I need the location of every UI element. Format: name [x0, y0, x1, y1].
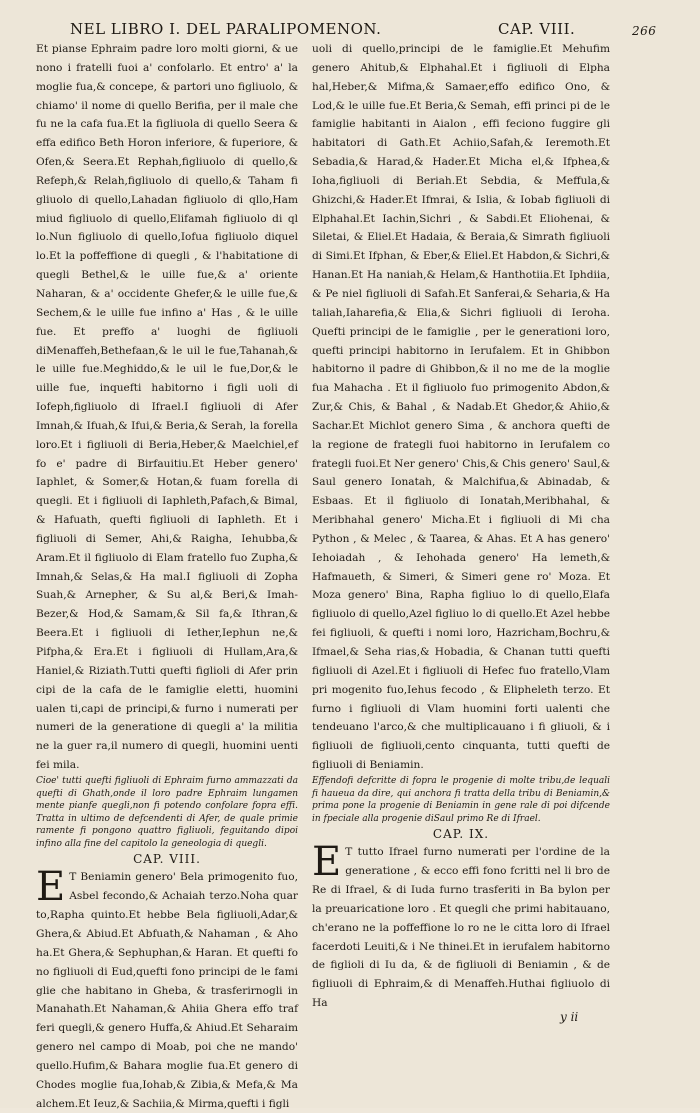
chapter-summary-note: Cioe' tutti quefti figliuoli di Ephraim furno ammazzati da quefti di Ghath,onde il loro padre Ephraim lungamen mente pianfe quegli,non fi potendo confolare fopra effi. Tratta in ultimo de defcendenti di Afer, de quale primie ramente fi pongono quattro figliuoli, feguitando dipoi infino alla fine del capitolo la geneologia di quegli. [36, 775, 298, 849]
left-column [36, 40, 298, 1113]
header-chapter: CAP. VIII. [498, 20, 576, 38]
signature-mark: y ii [560, 1010, 579, 1024]
body-paragraph [36, 864, 298, 1113]
body-paragraph: Et pianse Ephraim padre loro molti giorni, & ue nono i fratelli fuoi a' confolarlo. Et entro' a' la moglie fua,& concepe, & partori uno figliuolo, & chiamo' il nome di quello Berifia, per il male che fu ne la cafa fua.Et la figliuola di quello Seera & effa edifico Beth Horon inferiore, & fuperiore, & Ofen,& Seera.Et Rephah,figliuolo di quello,& Refeph,& Relah,figliuolo di quello,& Taham fi gliuolo di quello,Lahadan figliuolo di qllo,Ham miud figliuolo di quello,Elifamah figliuolo di ql lo.Nun figliuolo di quello,Iofua figliuolo diquel lo.Et la poffeffione di quegli , & l'habitatione di quegli Bethel,& le uille fue,& a' oriente Naharan, & a' occidente Ghefer,& le uille fue,& Sechem,& le uille fue infino a' Has , & le uille fue. Et preffo a' luoghi de figliuoli diMenaffeh,Bethefaan,& le uil le fue,Tahanah,& le uille fue.Meghiddo,& le uil le fue,Dor,& le uille fue, inquefti habitorno i figli uoli di Iofeph,figliuolo di Ifrael.I figliuoli di Afer Imnah,& Ifuah,& Ifui,& Beria,& Serah, la forella loro.Et i figliuoli di Beria,Heber,& Maelchiel,ef fo e' padre di Birfauitiu.Et Heber genero' Iaphlet, & Somer,& Hotan,& fuam forella di quegli. Et i figliuoli di Iaphleth,Pafach,& Bimal, & Hafuath, quefti figliuoli di Iaphleth. Et i figliuoli di Semer, Ahi,& Raigha, Iehubba,& Aram.Et il figliuolo di Elam fratello fuo Zupha,& Imnah,& Selas,& Ha mal.I figliuoli di Zopha Suah,& Arnepher, & Su al,& Beri,& Imah-Bezer,& Hod,& Samam,& Sil fa,& Ithran,& Beera.Et i figliuoli di Iether,Iephun ne,& Pifpha,& Era.Et i figliuoli di Hullam,Ara,& Haniel,& Riziath.Tutti quefti figlioli di Afer prin cipi de la cafa de le famiglie eletti, huomini ualen ti,capi de principi,& furno i numerati per numeri de la generatione di quegli a' la militia ne la guer ra,il numero di quegli, huomini uenti fei mila. [36, 43, 298, 772]
drop-capital: E [312, 839, 342, 886]
running-title: NEL LIBRO I. DEL PARALIPOMENON. [70, 20, 382, 38]
paragraph-text: T tutto Ifrael furno numerati per l'ordine de la generatione , & ecco effi fono fcritti nel li bro de Re di Ifrael, & di Iuda furno trasferiti in Ba bylon per la preuaricatione loro . Et quegli che primi habitauano, ch'erano ne la poffeffione lo ro ne le citta loro di Ifrael facerdoti Leuiti,& i Ne thinei.Et in ierufalem habitorno de figlioli di Iu da, & de figliuoli di Beniamin , & de figliuoli di Ephraim,& di Menaffeh.Huthai figliuolo di Ha [312, 846, 610, 1010]
chapter-heading: CAP. VIII. [133, 852, 201, 867]
chapter-summary-note: Effendofi defcritte di fopra le progenie di molte tribu,de lequali fi haueua da dire, qui anchora fi tratta della tribu di Beniamin,& prima pone la progenie di Beniamin in gene rale di poi difcende in fpeciale alla progenie diSaul primo Re di Ifrael. [312, 775, 610, 824]
body-paragraph: uoli di quello,principi de le famiglie.Et Mehufim genero Ahitub,& Elphahal.Et i figliuoli di Elpha hal,Heber,& Mifma,& Samaer,effo edifico Ono, & Lod,& le uille fue.Et Beria,& Semah, effi princi pi de le famiglie habitanti in Aialon , effi feciono fuggire gli habitatori di Gath.Et Achiio,Safah,& Ieremoth.Et Sebadia,& Harad,& Hader.Et Micha el,& Ifphea,& Ioha,figliuoli di Beriah.Et Sebdia, & Meffula,& Ghizchi,& Hader.Et Ifmrai, & Islia, & Iobab figliuoli di Elphahal.Et Iachin,Sichri , & Sabdi.Et Eliohenai, & Siletai, & Eliel.Et Hadaia, & Beraia,& Simrath figliuoli di Simi.Et Ifphan, & Eber,& Eliel.Et Habdon,& Sichri,& Hanan.Et Ha naniah,& Helam,& Hanthotiia.Et Iphdiia, & Pe niel figliuoli di Safah.Et Sanferai,& Seharia,& Ha taliah,Iaharefia,& Elia,& Sichri figliuoli di Ieroha. Quefti principi de le famiglie , per le generationi loro, quefti principi habitorno in Ierufalem. Et in Ghibbon habitorno il padre di Ghibbon,& il no me de la moglie fua Mahacha . Et il figliuolo fuo primogenito Abdon,& Zur,& Chis, & Bahal , & Nadab.Et Ghedor,& Ahiio,& Sachar.Et Michlot genero Sima , & anchora quefti de la regione de frategli fuoi habitorno in Ierufalem co frategli fuoi.Et Ner genero' Chis,& Chis genero' Saul,& Saul genero Ionatah, & Malchifua,& Abinadab, & Esbaas. Et il figliuolo di Ionatah,Meribhahal, & Meribhahal genero' Micha.Et i figliuoli di Mi cha Python , & Melec , & Taarea, & Ahas. Et A has genero' Iehoiadah , & Iehohada genero' Ha lemeth,& Hafmaueth, & Simeri, & Simeri gene ro' Moza. Et Moza genero' Bina, Rapha figliuo lo di quello,Elafa figliuolo di quello,Azel figliuo lo di quello.Et Azel hebbe fei figliuoli, & quefti i nomi loro, Hazricham,Bochru,& Ifmael,& Seha rias,& Hobadia, & Chanan tutti quefti figliuoli di Azel.Et i figliuoli di Hefec fuo fratello,Vlam pri mogenito fuo,Iehus fecodo , & Elipheleth terzo. Et furno i figliuoli di Vlam huomini forti ualenti che tendeuano l'arco,& che multiplicauano i fi gliuoli, & i figliuoli de figliuoli,cento cinquanta, tutti quefti de figliuoli di Beniamin. [312, 43, 610, 772]
right-column [312, 40, 610, 1013]
body-paragraph [312, 839, 610, 1013]
folio-number: 266 [632, 24, 657, 38]
drop-capital: E [36, 864, 66, 911]
chapter-heading: CAP. IX. [432, 827, 490, 842]
paragraph-text: T Beniamin genero' Bela primogenito fuo, Asbel fecondo,& Achaiah terzo.Noha quar to,Rapha quinto.Et hebbe Bela figliuoli,Adar,& Ghera,& Abiud.Et Abfuath,& Nahaman , & Aho ha.Et Ghera,& Sephuphan,& Haran. Et quefti fo no figliuoli di Eud,quefti fono principi de le fami glie che habitano in Gheba, & trasferirnogli in Manahath.Et Nahaman,& Ahiia Ghera effo traf feri quegli,& genero Huffa,& Ahiud.Et Seharaim genero nel campo di Moab, poi che ne mando' quello.Hufim,& Bahara moglie fua.Et genero di Chodes moglie fua,Iohab,& Zibia,& Mefa,& Ma alchem.Et Ieuz,& Sachiia,& Mirma,quefti i figli [36, 871, 298, 1110]
